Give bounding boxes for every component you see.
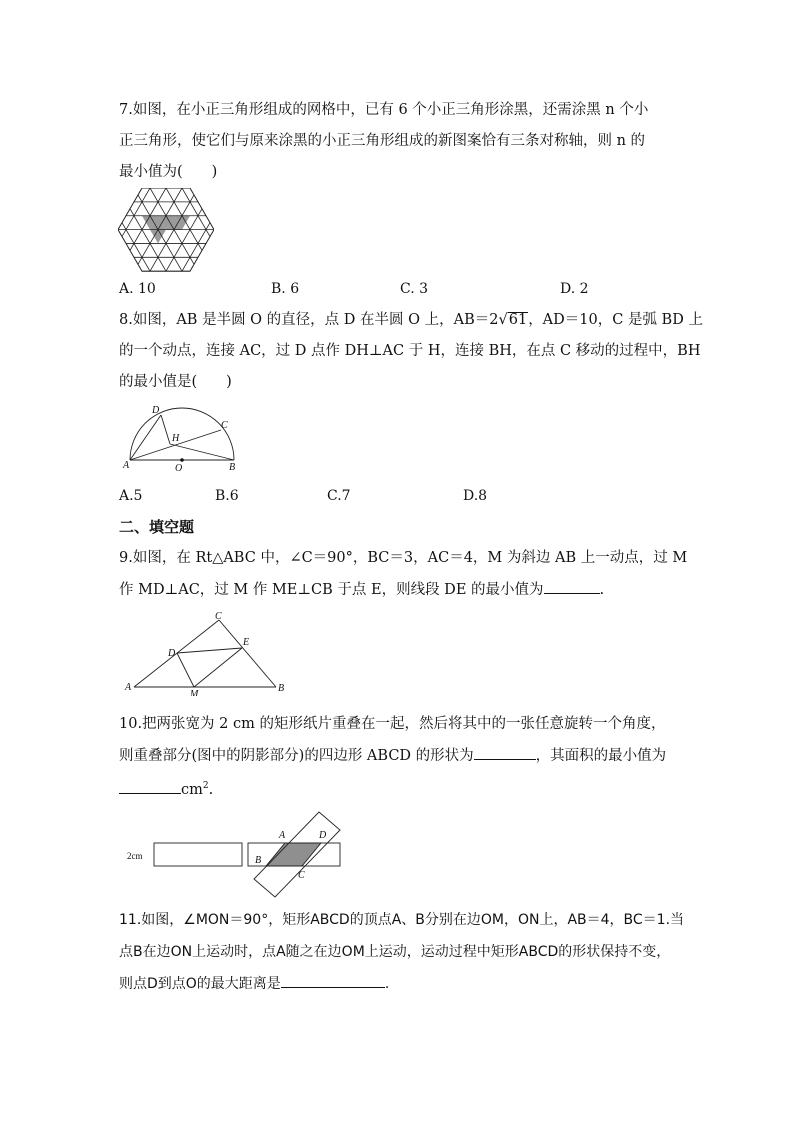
q9-label-m: M (190, 689, 199, 696)
q8-line-1-end: ，AD＝10，C 是弧 BD 上 (528, 312, 703, 328)
q9-triangle-figure (118, 608, 293, 696)
q8-option-c: C.7 (327, 488, 351, 504)
q9-line-2 (119, 579, 604, 600)
q8-option-b: B.6 (215, 488, 239, 504)
q7-option-c: C. 3 (400, 281, 429, 297)
q7-option-d: D. 2 (560, 281, 589, 297)
q8-line-1 (119, 310, 703, 330)
q10-line-2-text: 则重叠部分(图中的阴影部分)的四边形 ABCD 的形状为 (119, 748, 474, 764)
q11-answer-blank[interactable] (281, 973, 385, 988)
q11-line-1: 11.如图，∠MON＝90°，矩形ABCD的顶点A、B分别在边OM，ON上，AB＝4，BC＝1.当 (119, 912, 685, 928)
q8-option-d: D.8 (463, 488, 488, 504)
q7-line-1: 7.如图，在小正三角形组成的网格中，已有 6 个小正三角形涂黑，还需涂黑 n 个小 (119, 102, 649, 118)
q8-center-point (180, 458, 184, 462)
q8-label-c: C (221, 420, 228, 431)
q11-line-2: 点B在边ON上运动时，点A随之在边OM上运动，运动过程中矩形ABCD的形状保持不变， (119, 944, 671, 960)
q9-label-e: E (243, 637, 250, 648)
q8-line-2: 的一个动点，连接 AC，过 D 点作 DH⊥AC 于 H，连接 BH，在点 C 移动的过程中，BH (119, 343, 701, 359)
q10-line-2-end: ，其面积的最小值为 (535, 748, 667, 764)
q11-period: . (384, 976, 390, 992)
q8-label-h: H (172, 433, 180, 444)
q10-width-label: 2cm (127, 851, 143, 861)
q9-label-b: B (278, 683, 285, 694)
section-title: 二、填空题 (119, 518, 195, 536)
q11-line-3 (119, 973, 389, 994)
q8-option-a: A.5 (119, 488, 143, 504)
q11-line-3-text: 则点D到点O的最大距离是 (119, 976, 281, 992)
q8-line-3: 的最小值是( ) (119, 374, 232, 390)
q7-option-b: B. 6 (271, 281, 300, 297)
q9-label-a: A (125, 682, 132, 693)
q10-shape-blank[interactable] (474, 745, 536, 760)
sqrt-symbol: √ (498, 312, 508, 328)
q9-label-c: C (215, 611, 222, 622)
q7-triangle-grid-figure (118, 188, 214, 272)
q10-shaded-quadrilateral (266, 843, 321, 866)
q10-unit: cm (181, 781, 203, 798)
q8-label-o: O (175, 463, 183, 474)
q10-label-a: A (279, 830, 286, 841)
q9-line-1: 9.如图，在 Rt△ABC 中，∠C＝90°，BC＝3，AC＝4，M 为斜边 AB 上一动点，过 M (119, 550, 688, 566)
q8-label-b: B (229, 462, 236, 473)
q10-label-d: D (319, 830, 327, 841)
q8-arc (130, 408, 234, 460)
q10-rectangles-figure (118, 808, 348, 902)
q9-label-d: D (168, 648, 176, 659)
q9-period: . (599, 582, 605, 598)
q9-answer-blank[interactable] (544, 579, 600, 594)
q10-area-blank[interactable] (119, 779, 181, 794)
q10-line-3 (119, 776, 213, 800)
q9-line-2-text: 作 MD⊥AC，过 M 作 ME⊥CB 于点 E，则线段 DE 的最小值为 (119, 582, 544, 598)
q10-label-c: C (298, 870, 305, 881)
q7-grid-lines (118, 188, 214, 271)
q8-radicand: 61 (508, 312, 528, 328)
q8-semicircle-figure (118, 400, 243, 475)
q7-option-a: A. 10 (119, 281, 156, 297)
q10-line-2 (119, 745, 666, 766)
q10-line-1: 10.把两张宽为 2 cm 的矩形纸片重叠在一起，然后将其中的一张任意旋转一个角度， (119, 716, 666, 732)
q10-unit-exponent: 2 (202, 781, 209, 791)
q8-line-1-start: 8.如图，AB 是半圆 O 的直径，点 D 在半圆 O 上，AB＝2 (119, 312, 499, 328)
q10-label-b: B (255, 855, 262, 866)
q7-line-2: 正三角形，使它们与原来涂黑的小正三角形组成的新图案恰有三条对称轴，则 n 的 (119, 133, 646, 149)
q10-left-rectangle (154, 843, 242, 866)
q10-period: . (208, 781, 214, 798)
q8-label-d: D (152, 405, 160, 416)
q7-line-3: 最小值为( ) (119, 164, 218, 180)
q8-label-a: A (123, 460, 130, 471)
